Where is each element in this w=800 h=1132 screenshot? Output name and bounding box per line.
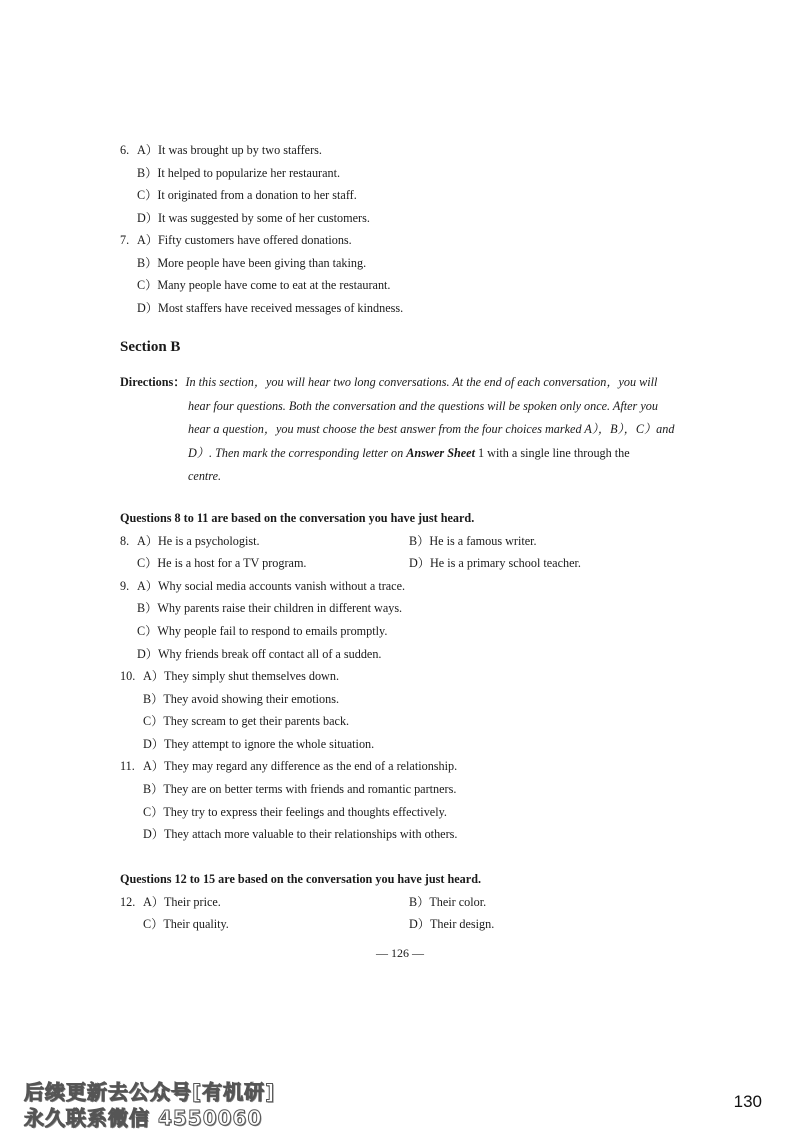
- q8-option-c: C）He is a host for a TV program.: [137, 556, 307, 570]
- question-group-header-2: Questions 12 to 15 are based on the conversation you have just heard.: [120, 872, 482, 886]
- directions-line-5: centre.: [188, 469, 222, 483]
- q9-option-a: A）Why social media accounts vanish without a trace.: [137, 579, 406, 593]
- directions-line-1: In this section，you will hear two long conversations. At the end of each conversation，you will: [185, 375, 658, 389]
- q6-number: 6.: [120, 143, 130, 157]
- q9-option-d: D）Why friends break off contact all of a sudden.: [137, 647, 382, 661]
- section-title: Section B: [120, 339, 181, 355]
- q9-option-c: C）Why people fail to respond to emails promptly.: [137, 624, 388, 638]
- q8-option-a: A）He is a psychologist.: [137, 534, 260, 548]
- directions-line-2: hear four questions. Both the conversation and the questions will be spoken only once. After you: [188, 398, 658, 413]
- q7-number: 7.: [120, 233, 130, 247]
- answer-sheet-label: Answer Sheet: [406, 445, 475, 460]
- q7-option-d: D）Most staffers have received messages of kindness.: [137, 301, 404, 315]
- directions-line-4c: 1 with a single line through the: [478, 445, 630, 460]
- q10-number: 10.: [120, 669, 136, 683]
- q7-option-b: B）More people have been giving than taking.: [137, 256, 367, 270]
- q11-option-c: C）They try to express their feelings and thoughts effectively.: [143, 805, 447, 819]
- q6-option-a: A）It was brought up by two staffers.: [137, 143, 322, 157]
- q12-option-b: B）Their color.: [409, 895, 487, 909]
- directions-label: Directions：: [120, 375, 186, 389]
- q11-number: 11.: [120, 759, 135, 773]
- q7-option-c: C）Many people have come to eat at the restaurant.: [137, 278, 391, 292]
- q9-option-b: B）Why parents raise their children in different ways.: [137, 601, 403, 615]
- watermark-line-1: 后续更新去公众号[有机研]: [24, 1080, 276, 1104]
- q8-option-b: B）He is a famous writer.: [409, 534, 537, 548]
- q8-option-d: D）He is a primary school teacher.: [409, 556, 581, 570]
- q10-option-c: C）They scream to get their parents back.: [143, 714, 350, 728]
- q9-number: 9.: [120, 579, 130, 593]
- q6-option-c: C）It originated from a donation to her staff.: [137, 188, 357, 202]
- q11-option-b: B）They are on better terms with friends and romantic partners.: [143, 782, 457, 796]
- corner-page-number: 130: [733, 1092, 762, 1111]
- q11-option-d: D）They attach more valuable to their relationships with others.: [143, 827, 458, 841]
- q10-option-a: A）They simply shut themselves down.: [143, 669, 339, 683]
- q7-option-a: A）Fifty customers have offered donations.: [137, 233, 352, 247]
- directions: [120, 371, 680, 489]
- q12-option-c: C）Their quality.: [143, 917, 229, 931]
- q11-option-a: A）They may regard any difference as the end of a relationship.: [143, 759, 458, 773]
- q6-option-b: B）It helped to popularize her restaurant.: [137, 166, 341, 180]
- directions-line-4a: D）. Then mark the corresponding letter on: [188, 445, 404, 460]
- directions-line-4: [120, 442, 680, 466]
- page-number: — 126 —: [376, 946, 424, 960]
- q6-option-d: D）It was suggested by some of her customers.: [137, 211, 370, 225]
- question-group-header-1: Questions 8 to 11 are based on the conversation you have just heard.: [120, 511, 475, 525]
- q8-number: 8.: [120, 534, 130, 548]
- watermark-line-2: 永久联系微信 4550060: [24, 1106, 263, 1130]
- q12-number: 12.: [120, 895, 136, 909]
- q10-option-b: B）They avoid showing their emotions.: [143, 692, 339, 706]
- q12-option-d: D）Their design.: [409, 917, 495, 931]
- q12-option-a: A）Their price.: [143, 895, 221, 909]
- q10-option-d: D）They attempt to ignore the whole situation.: [143, 737, 375, 751]
- directions-line-3: hear a question，you must choose the best answer from the four choices marked A），B），C）and: [188, 422, 675, 436]
